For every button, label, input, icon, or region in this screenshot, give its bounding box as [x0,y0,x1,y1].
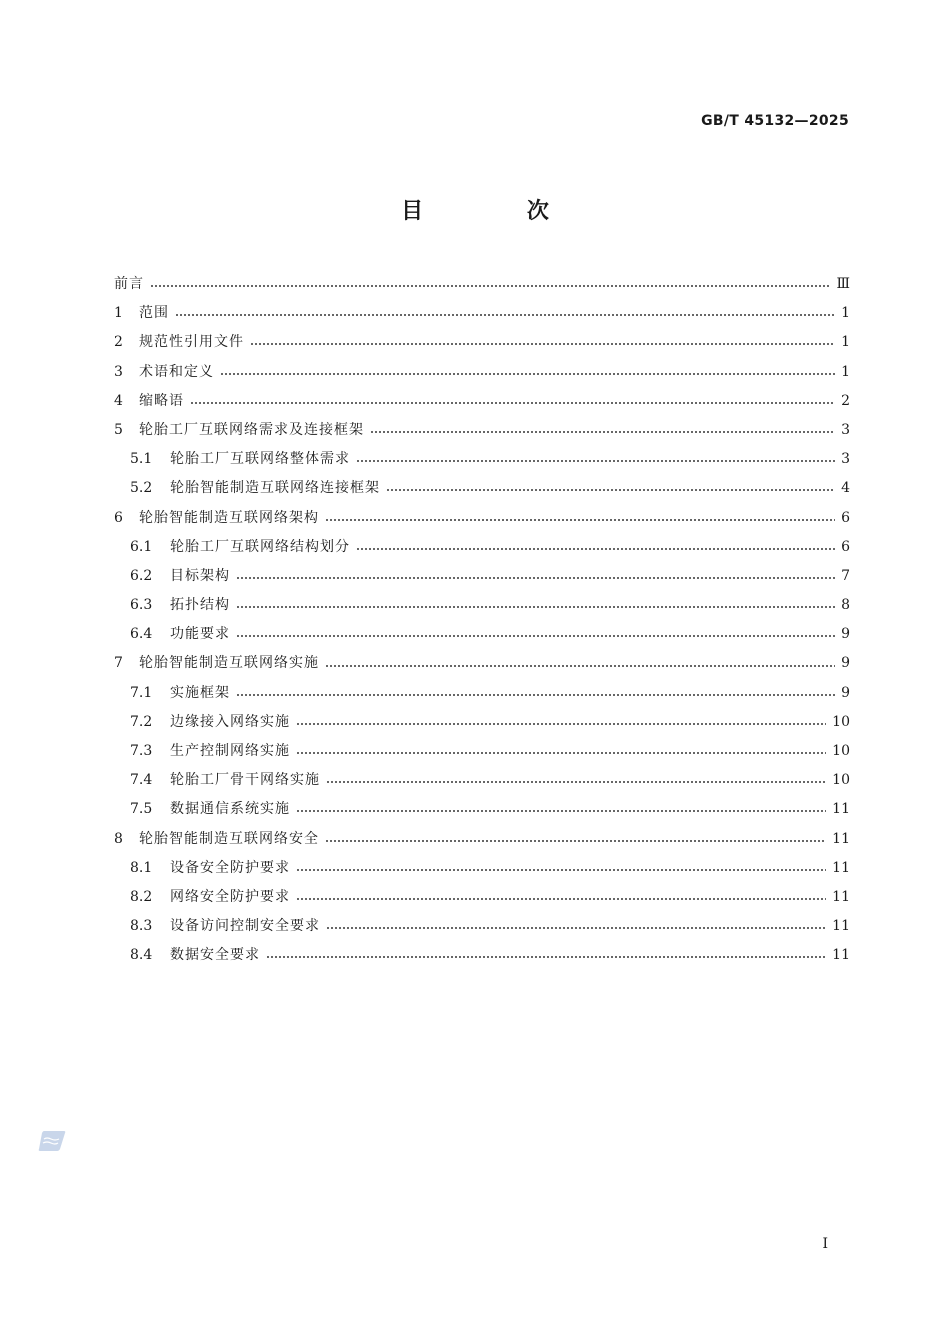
toc-entry-number: 8.2 [130,888,153,905]
toc-entry-number: 5.2 [130,480,153,497]
dot-leader [325,519,835,521]
page-number: I [822,1236,828,1252]
toc-entry-label: 实施框架 [170,684,230,701]
toc-entry-page: 7 [841,567,850,584]
toc-entry-page: 10 [832,772,850,789]
standard-number: GB/T 45132—2025 [701,113,849,129]
toc-entry-page: 11 [832,888,850,905]
dot-leader [150,285,830,287]
toc-entry[interactable] [114,299,850,328]
dot-leader [266,956,826,958]
toc-entry-label: 缩略语 [139,392,184,409]
dot-leader [296,752,826,754]
toc-entry-page: 6 [841,509,850,526]
toc-entry[interactable] [114,591,850,620]
toc-entry-page: 4 [841,480,850,497]
toc-entry-page: 9 [841,655,850,672]
toc-entry[interactable] [114,737,850,766]
dot-leader [220,373,835,375]
toc-entry-label: 轮胎工厂互联网络整体需求 [170,451,350,468]
toc-entry-number: 8.3 [130,918,153,935]
toc-entry[interactable] [114,358,850,387]
toc-entry[interactable] [114,825,850,854]
dot-leader [190,402,835,404]
toc-entry-label: 轮胎工厂互联网络需求及连接框架 [139,421,364,438]
toc-title: 目 次 [401,199,597,224]
toc-entry[interactable] [114,533,850,562]
toc-entry-label: 功能要求 [170,626,230,643]
toc-entry-label: 轮胎智能制造互联网络连接框架 [170,480,380,497]
toc-entry[interactable] [114,416,850,445]
toc-entry-number: 8 [114,830,123,847]
toc-entry-number: 6.2 [130,567,153,584]
toc-entry-number: 8.4 [130,947,153,964]
toc-entry-page: Ⅲ [836,276,850,292]
toc-entry[interactable] [114,649,850,678]
dot-leader [386,489,835,491]
toc-entry-number: 6.4 [130,626,153,643]
dot-leader [296,869,826,871]
toc-entry-number: 5.1 [130,451,153,468]
dot-leader [326,781,826,783]
toc-entry[interactable] [114,766,850,795]
toc-entry-number: 8.1 [130,859,153,876]
dot-leader [175,314,835,316]
toc-entry-page: 10 [832,743,850,759]
toc-entry-page: 3 [841,451,850,468]
toc-entry-label: 规范性引用文件 [139,334,244,351]
table-of-contents [114,270,850,971]
toc-entry-number: 7.2 [130,713,153,730]
toc-entry-page: 11 [832,859,850,876]
toc-entry-label: 生产控制网络实施 [170,743,290,759]
toc-entry-page: 6 [841,538,850,555]
toc-entry-number: 2 [114,334,123,351]
dot-leader [236,694,835,696]
toc-entry-number: 1 [114,305,123,322]
toc-entry-number: 6.3 [130,597,153,614]
dot-leader [236,635,835,637]
toc-entry[interactable] [114,328,850,357]
toc-entry-label: 轮胎智能制造互联网络安全 [139,830,319,847]
dot-leader [250,343,835,345]
dot-leader [236,577,835,579]
toc-entry-number: 7.5 [130,801,153,818]
toc-entry-page: 1 [841,363,850,380]
toc-entry-number: 3 [114,363,123,380]
toc-entry-label: 术语和定义 [139,363,214,380]
toc-entry-label: 轮胎工厂骨干网络实施 [170,772,320,789]
sac-logo-icon [38,1130,66,1152]
dot-leader [356,460,835,462]
toc-entry-page: 11 [832,830,850,847]
toc-entry-label: 网络安全防护要求 [170,888,290,905]
toc-entry-label: 轮胎智能制造互联网络实施 [139,655,319,672]
toc-entry-page: 11 [832,801,850,818]
toc-entry-number: 7 [114,655,123,672]
toc-entry-page: 11 [832,947,850,964]
dot-leader [236,606,835,608]
dot-leader [325,840,826,842]
toc-entry[interactable] [114,883,850,912]
toc-entry[interactable] [114,679,850,708]
toc-entry[interactable] [114,504,850,533]
toc-entry-number: 6 [114,509,123,526]
toc-entry-label: 前言 [114,276,144,292]
toc-entry[interactable] [114,620,850,649]
toc-entry[interactable] [114,270,850,299]
toc-entry-page: 2 [841,392,850,409]
toc-entry-page: 9 [841,626,850,643]
toc-entry-page: 10 [832,713,850,730]
toc-entry-number: 7.3 [130,743,153,759]
dot-leader [325,665,835,667]
toc-entry[interactable] [114,708,850,737]
toc-entry-page: 3 [841,421,850,438]
toc-entry-label: 轮胎智能制造互联网络架构 [139,509,319,526]
toc-entry-number: 7.4 [130,772,153,789]
toc-entry-label: 设备访问控制安全要求 [170,918,320,935]
dot-leader [356,548,835,550]
toc-entry-page: 9 [841,684,850,701]
toc-entry-label: 数据安全要求 [170,947,260,964]
toc-entry-page: 8 [841,597,850,614]
toc-entry[interactable] [114,795,850,824]
toc-entry-number: 5 [114,421,123,438]
dot-leader [326,927,826,929]
toc-entry[interactable] [114,912,850,941]
toc-entry[interactable] [114,387,850,416]
dot-leader [296,810,826,812]
toc-entry-label: 数据通信系统实施 [170,801,290,818]
toc-entry-number: 7.1 [130,684,153,701]
toc-entry-label: 边缘接入网络实施 [170,713,290,730]
toc-entry-label: 目标架构 [170,567,230,584]
toc-entry[interactable] [114,941,850,970]
toc-entry-page: 1 [841,334,850,351]
toc-entry[interactable] [114,445,850,474]
dot-leader [370,431,835,433]
toc-entry-label: 设备安全防护要求 [170,859,290,876]
toc-entry-page: 11 [832,918,850,935]
toc-entry[interactable] [114,562,850,591]
toc-entry-label: 拓扑结构 [170,597,230,614]
toc-entry-page: 1 [841,305,850,322]
dot-leader [296,898,826,900]
toc-entry-number: 6.1 [130,538,153,555]
toc-entry-label: 范围 [139,305,169,322]
toc-entry[interactable] [114,474,850,503]
toc-entry-number: 4 [114,392,123,409]
toc-entry[interactable] [114,854,850,883]
dot-leader [296,723,826,725]
toc-entry-label: 轮胎工厂互联网络结构划分 [170,538,350,555]
